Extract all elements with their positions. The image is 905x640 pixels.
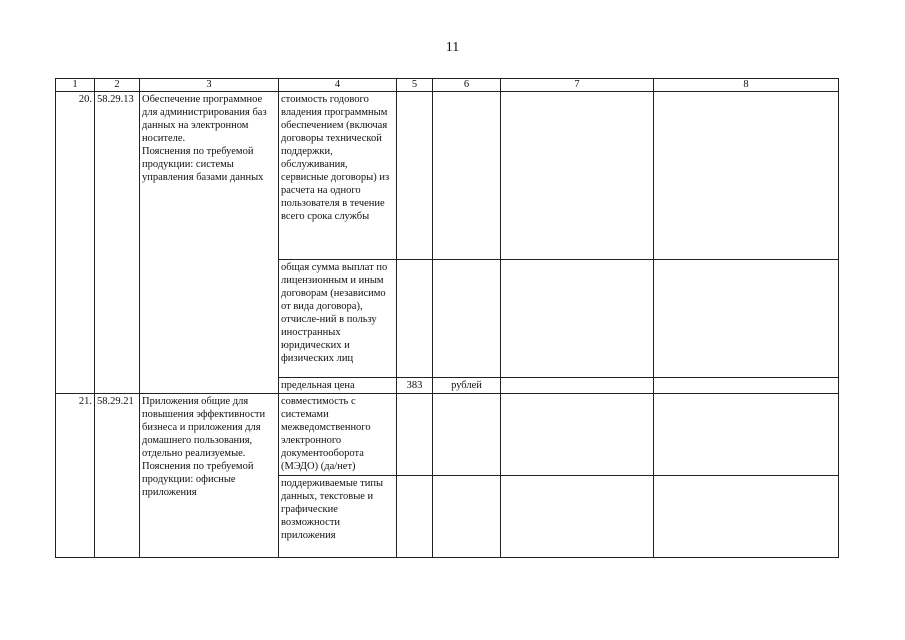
empty-cell: [654, 476, 839, 558]
value-cell: [397, 260, 433, 378]
page-number: 11: [445, 40, 460, 55]
price-unit: рублей: [433, 378, 501, 394]
empty-cell: [501, 378, 654, 394]
empty-cell: [654, 394, 839, 476]
product-explanation: Пояснения по требуемой продукции: системы управления базами данных: [142, 146, 264, 183]
empty-cell: [654, 378, 839, 394]
column-header: 7: [501, 79, 654, 92]
row-number: 20.: [56, 92, 95, 394]
unit-cell: [433, 92, 501, 260]
empty-cell: [501, 476, 654, 558]
requirements-table: [55, 78, 839, 558]
product-name: Обеспечение программное для администрирования баз данных на электронном носителе.: [142, 94, 267, 144]
unit-cell: [433, 260, 501, 378]
empty-cell: [501, 92, 654, 260]
empty-cell: [654, 260, 839, 378]
price-value: 383: [397, 378, 433, 394]
characteristic: совместимость с системами межведомственного электронного документооборота (МЭДО) (да/нет): [279, 394, 397, 476]
column-header: 3: [140, 79, 279, 92]
column-header: 2: [95, 79, 140, 92]
characteristic: предельная цена: [279, 378, 397, 394]
table-header-row: [56, 79, 839, 92]
table-row: [56, 394, 839, 476]
value-cell: [397, 92, 433, 260]
empty-cell: [397, 394, 433, 476]
column-header: 5: [397, 79, 433, 92]
column-header: 8: [654, 79, 839, 92]
empty-cell: [501, 260, 654, 378]
okpd-code: 58.29.21: [95, 394, 140, 558]
column-header: 4: [279, 79, 397, 92]
empty-cell: [433, 394, 501, 476]
empty-cell: [397, 476, 433, 558]
column-header: 6: [433, 79, 501, 92]
product-explanation: Пояснения по требуемой продукции: офисные приложения: [142, 461, 254, 498]
column-header: 1: [56, 79, 95, 92]
product-description: [140, 92, 279, 394]
empty-cell: [654, 92, 839, 260]
characteristic: стоимость годового владения программным обеспечением (включая договоры технической поддержки, обслуживания, сервисные договоры) из расчета на одного пользователя в течение всего срока службы: [279, 92, 397, 260]
empty-cell: [501, 394, 654, 476]
row-number: 21.: [56, 394, 95, 558]
characteristic: общая сумма выплат по лицензионным и иным договорам (независимо от вида договора), отчисле-ний в пользу иностранных юридических и физических лиц: [279, 260, 397, 378]
product-name: Приложения общие для повышения эффективности бизнеса и приложения для домашнего пользования, отдельно реализуемые.: [142, 396, 266, 459]
product-description: [140, 394, 279, 558]
characteristic: поддерживаемые типы данных, текстовые и графические возможности приложения: [279, 476, 397, 558]
table-row: [56, 92, 839, 260]
okpd-code: 58.29.13: [95, 92, 140, 394]
empty-cell: [433, 476, 501, 558]
